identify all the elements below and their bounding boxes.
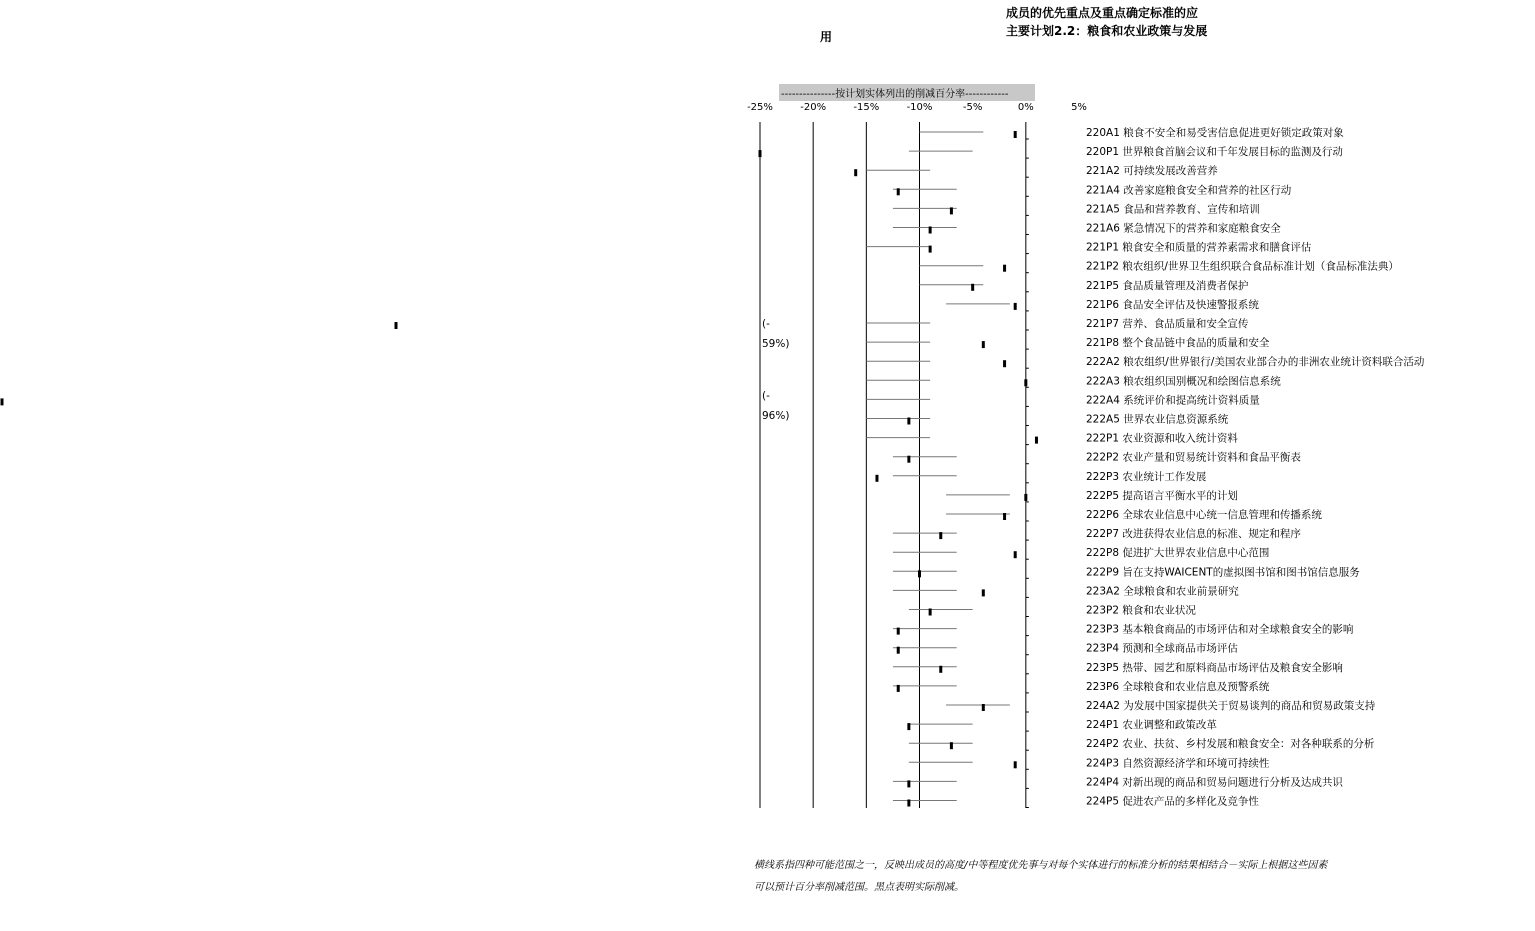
actual-dot [875, 475, 878, 482]
actual-dot [982, 341, 985, 348]
entity-label: 222A5 世界农业信息资源系统 [1086, 413, 1229, 426]
entity-label: 222P8 促进扩大世界农业信息中心范围 [1086, 547, 1270, 560]
entity-label: 221A5 食品和营养教育、宣传和培训 [1086, 203, 1260, 216]
actual-dot [1014, 131, 1017, 138]
actual-dot [1024, 494, 1027, 501]
entity-label: 220A1 粮食不安全和易受害信息促进更好锁定政策对象 [1086, 127, 1344, 139]
actual-dot [1003, 513, 1006, 520]
x-tick-label: -15% [853, 102, 880, 113]
x-tick-label: -10% [906, 102, 933, 113]
actual-dot [1, 398, 4, 405]
entity-label: 221P8 整个食品链中食品的质量和安全 [1086, 337, 1270, 350]
footnote-line2: 可以预计百分率削减范围。黑点表明实际削减。 [754, 882, 964, 893]
actual-dot [982, 589, 985, 596]
actual-dot [897, 685, 900, 692]
entity-label: 223P5 热带、园艺和原料商品市场评估及粮食安全影响 [1086, 661, 1343, 674]
actual-dot [1014, 551, 1017, 558]
chart-title-line2: 主要计划2.2：粮食和农业政策与发展 [1006, 24, 1208, 38]
actual-dot [971, 284, 974, 291]
footnote-line1: 横线系指四种可能范围之一，反映出成员的高度/中等程度优先事与对每个实体进行的标准分析的结果相结合－实际上根据这些因素 [754, 860, 1328, 871]
entity-label: 223A2 全球粮食和农业前景研究 [1086, 585, 1239, 598]
actual-dot [907, 723, 910, 730]
offscale-note-close: 96%) [762, 410, 790, 422]
entity-label: 222P3 农业统计工作发展 [1086, 470, 1207, 483]
actual-dot [897, 188, 900, 195]
actual-dot [907, 456, 910, 463]
chart-title-line1: 成员的优先重点及重点确定标准的应 [1006, 6, 1199, 20]
offscale-note-open: (- [762, 390, 770, 402]
entity-label: 222P7 改进获得农业信息的标准、规定和程序 [1086, 528, 1301, 541]
actual-dot [759, 150, 762, 157]
entity-label: 222P9 旨在支持WAICENT的虚拟图书馆和图书馆信息服务 [1086, 566, 1360, 579]
actual-dot [1003, 265, 1006, 272]
x-tick-label: -20% [800, 102, 827, 113]
entity-label: 221A4 改善家庭粮食安全和营养的社区行动 [1086, 184, 1292, 197]
entity-label: 221P6 食品安全评估及快速警报系统 [1086, 298, 1259, 311]
x-tick-label: 5% [1071, 102, 1087, 113]
entity-label: 222P2 农业产量和贸易统计资料和食品平衡表 [1086, 451, 1301, 464]
actual-dot [907, 418, 910, 425]
actual-dot [982, 704, 985, 711]
actual-dot [939, 532, 942, 539]
entity-label: 221P7 营养、食品质量和安全宣传 [1086, 318, 1249, 330]
actual-dot [950, 207, 953, 214]
chart-title-tail: 用 [820, 30, 833, 44]
actual-dot [1003, 360, 1006, 367]
entity-label: 224P3 自然资源经济学和环境可持续性 [1086, 757, 1270, 770]
entity-label: 223P6 全球粮食和农业信息及预警系统 [1086, 680, 1270, 693]
actual-dot [929, 246, 932, 253]
x-tick-label: -25% [747, 102, 773, 113]
entity-label: 224P5 促进农产品的多样化及竞争性 [1086, 795, 1259, 808]
x-tick-label: -5% [962, 102, 983, 113]
actual-dot [939, 666, 942, 673]
entity-label: 221P1 粮食安全和质量的营养素需求和膳食评估 [1086, 241, 1312, 254]
entity-label: 221A6 紧急情况下的营养和家庭粮食安全 [1086, 222, 1281, 235]
x-tick-label: 0% [1017, 102, 1034, 113]
entity-label: 222A3 粮农组织国别概况和绘图信息系统 [1086, 375, 1281, 388]
actual-dot [1035, 437, 1038, 444]
entity-label: 224P1 农业调整和政策改革 [1086, 719, 1217, 732]
entity-label: 222A2 粮农组织/世界银行/美国农业部合办的非洲农业统计资料联合活动 [1086, 356, 1425, 369]
actual-dot [918, 570, 921, 577]
entity-label: 222P5 提高语言平衡水平的计划 [1086, 489, 1238, 502]
offscale-note-open: (- [762, 318, 770, 330]
entity-label: 224P4 对新出现的商品和贸易问题进行分析及达成共识 [1086, 776, 1343, 789]
axis-caption: ---------------按计划实体列出的削减百分率------------ [779, 84, 1035, 101]
entity-label: 222A4 系统评价和提高统计资料质量 [1086, 394, 1260, 407]
entity-label: 224A2 为发展中国家提供关于贸易谈判的商品和贸易政策支持 [1086, 700, 1376, 712]
actual-dot [897, 647, 900, 654]
actual-dot [929, 227, 932, 234]
entity-label: 224P2 农业、扶贫、乡村发展和粮食安全：对各种联系的分析 [1086, 738, 1375, 751]
actual-dot [907, 800, 910, 807]
actual-dot [929, 609, 932, 616]
entity-label: 222P6 全球农业信息中心统一信息管理和传播系统 [1086, 509, 1322, 521]
entity-label: 221A2 可持续发展改善营养 [1086, 165, 1218, 178]
actual-dot [1024, 379, 1027, 386]
actual-dot [950, 742, 953, 749]
entity-label: 222P1 农业资源和收入统计资料 [1086, 432, 1238, 445]
actual-dot [854, 169, 857, 176]
entity-label: 223P2 粮食和农业状况 [1086, 604, 1196, 617]
actual-dot [1014, 761, 1017, 768]
entity-label: 221P2 粮农组织/世界卫生组织联合食品标准计划（食品标准法典） [1086, 260, 1399, 273]
entity-label: 223P3 基本粮食商品的市场评估和对全球粮食安全的影响 [1086, 623, 1354, 636]
entity-label: 221P5 食品质量管理及消费者保护 [1086, 279, 1249, 292]
offscale-note-close: 59%) [762, 338, 790, 350]
actual-dot [907, 780, 910, 787]
entity-label: 223P4 预测和全球商品市场评估 [1086, 642, 1238, 655]
actual-dot [897, 628, 900, 635]
actual-dot [395, 322, 398, 329]
actual-dot [1014, 303, 1017, 310]
entity-label: 220P1 世界粮食首脑会议和千年发展目标的监测及行动 [1086, 146, 1343, 159]
